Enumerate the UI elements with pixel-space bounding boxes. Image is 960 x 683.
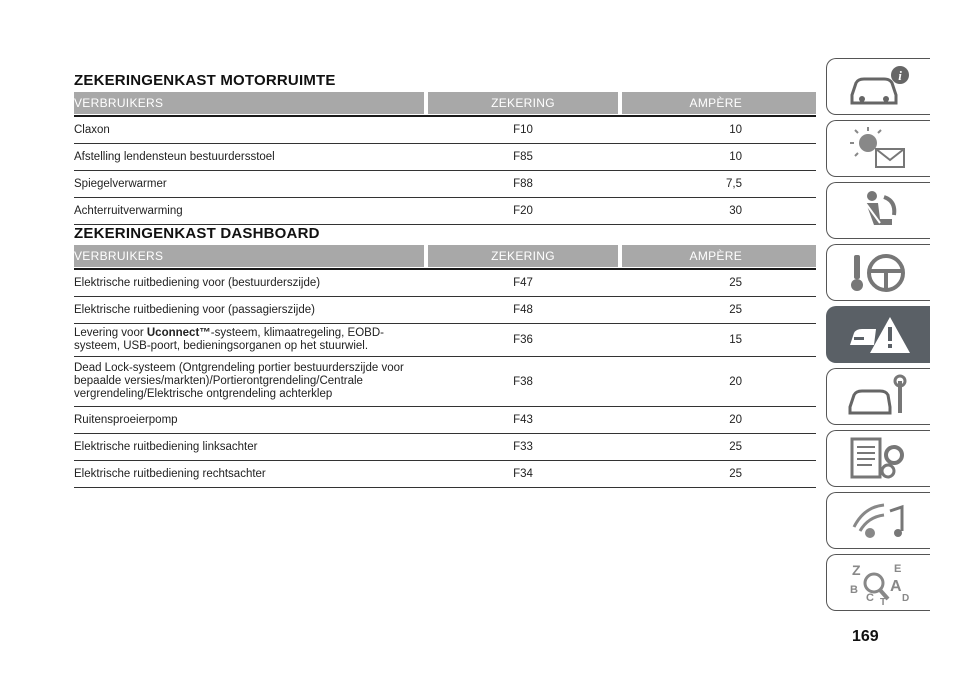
emergency-breakdown-icon <box>844 311 914 359</box>
key-steering-wheel-icon <box>844 249 914 297</box>
car-info-icon <box>844 63 914 111</box>
tab-warning-lights[interactable] <box>826 120 930 177</box>
header-ampere: AMPÈRE <box>622 92 816 114</box>
table-row: Elektrische ruitbediening voor (passagierszijde) F48 25 <box>74 297 816 324</box>
tab-car-info[interactable] <box>826 58 930 115</box>
multimedia-icon <box>844 497 914 545</box>
tab-starting-driving[interactable] <box>826 244 930 301</box>
table-row: Ruitensproeierpomp F43 20 <box>74 407 816 434</box>
table-header <box>74 92 816 114</box>
svg-text:T: T <box>879 596 886 607</box>
table-row: Elektrische ruitbediening rechtsachter F34 25 <box>74 461 816 488</box>
table-row: Claxon F10 10 <box>74 117 816 144</box>
safety-seat-airbag-icon <box>844 187 914 235</box>
tab-index[interactable] <box>826 554 930 611</box>
technical-data-icon <box>844 435 914 483</box>
fuse-table-engine <box>74 92 816 225</box>
svg-text:B: B <box>849 583 858 596</box>
chapter-tabs <box>826 58 930 616</box>
header-fuse: ZEKERING <box>428 245 618 267</box>
svg-text:D: D <box>901 592 909 604</box>
section-title-dashboard-fusebox: ZEKERINGENKAST DASHBOARD <box>74 225 320 242</box>
tab-safety[interactable] <box>826 182 930 239</box>
svg-text:Z: Z <box>851 561 861 578</box>
svg-text:C: C <box>865 591 874 604</box>
tab-maintenance[interactable] <box>826 368 930 425</box>
page-number: 169 <box>852 628 879 645</box>
table-row: Levering voor Uconnect™-systeem, klimaatregeling, EOBD-systeem, USB-poort, bedieningsorganen op het stuurwiel. F36 15 <box>74 324 816 357</box>
table-row: Spiegelverwarmer F88 7,5 <box>74 171 816 198</box>
header-fuse: ZEKERING <box>428 92 618 114</box>
warning-lights-icon <box>844 125 914 173</box>
table-row: Afstelling lendensteun bestuurdersstoel F85 10 <box>74 144 816 171</box>
header-ampere: AMPÈRE <box>622 245 816 267</box>
table-row: Elektrische ruitbediening voor (bestuurderszijde) F47 25 <box>74 270 816 297</box>
tab-technical-data[interactable] <box>826 430 930 487</box>
header-consumers: VERBRUIKERS <box>74 92 424 114</box>
svg-text:A: A <box>889 577 902 595</box>
tab-emergency[interactable] <box>826 306 930 363</box>
header-consumers: VERBRUIKERS <box>74 245 424 267</box>
svg-text:E: E <box>893 562 901 575</box>
section-title-engine-fusebox: ZEKERINGENKAST MOTORRUIMTE <box>74 72 336 89</box>
tab-multimedia[interactable] <box>826 492 930 549</box>
svg-text:i: i <box>897 67 902 83</box>
alphabetical-index-icon <box>844 559 914 607</box>
car-maintenance-icon <box>844 373 914 421</box>
table-header <box>74 245 816 267</box>
table-row: Dead Lock-systeem (Ontgrendeling portier bestuurderszijde voor bepaalde versies/markten)/Portierontgrendeling/Centrale vergrendeling/Elektrische ontgrendeling achterklep F38 20 <box>74 357 816 407</box>
fuse-table-dashboard <box>74 245 816 488</box>
table-row: Elektrische ruitbediening linksachter F33 25 <box>74 434 816 461</box>
uconnect-brand: Uconnect™ <box>146 327 211 339</box>
table-row: Achterruitverwarming F20 30 <box>74 198 816 225</box>
